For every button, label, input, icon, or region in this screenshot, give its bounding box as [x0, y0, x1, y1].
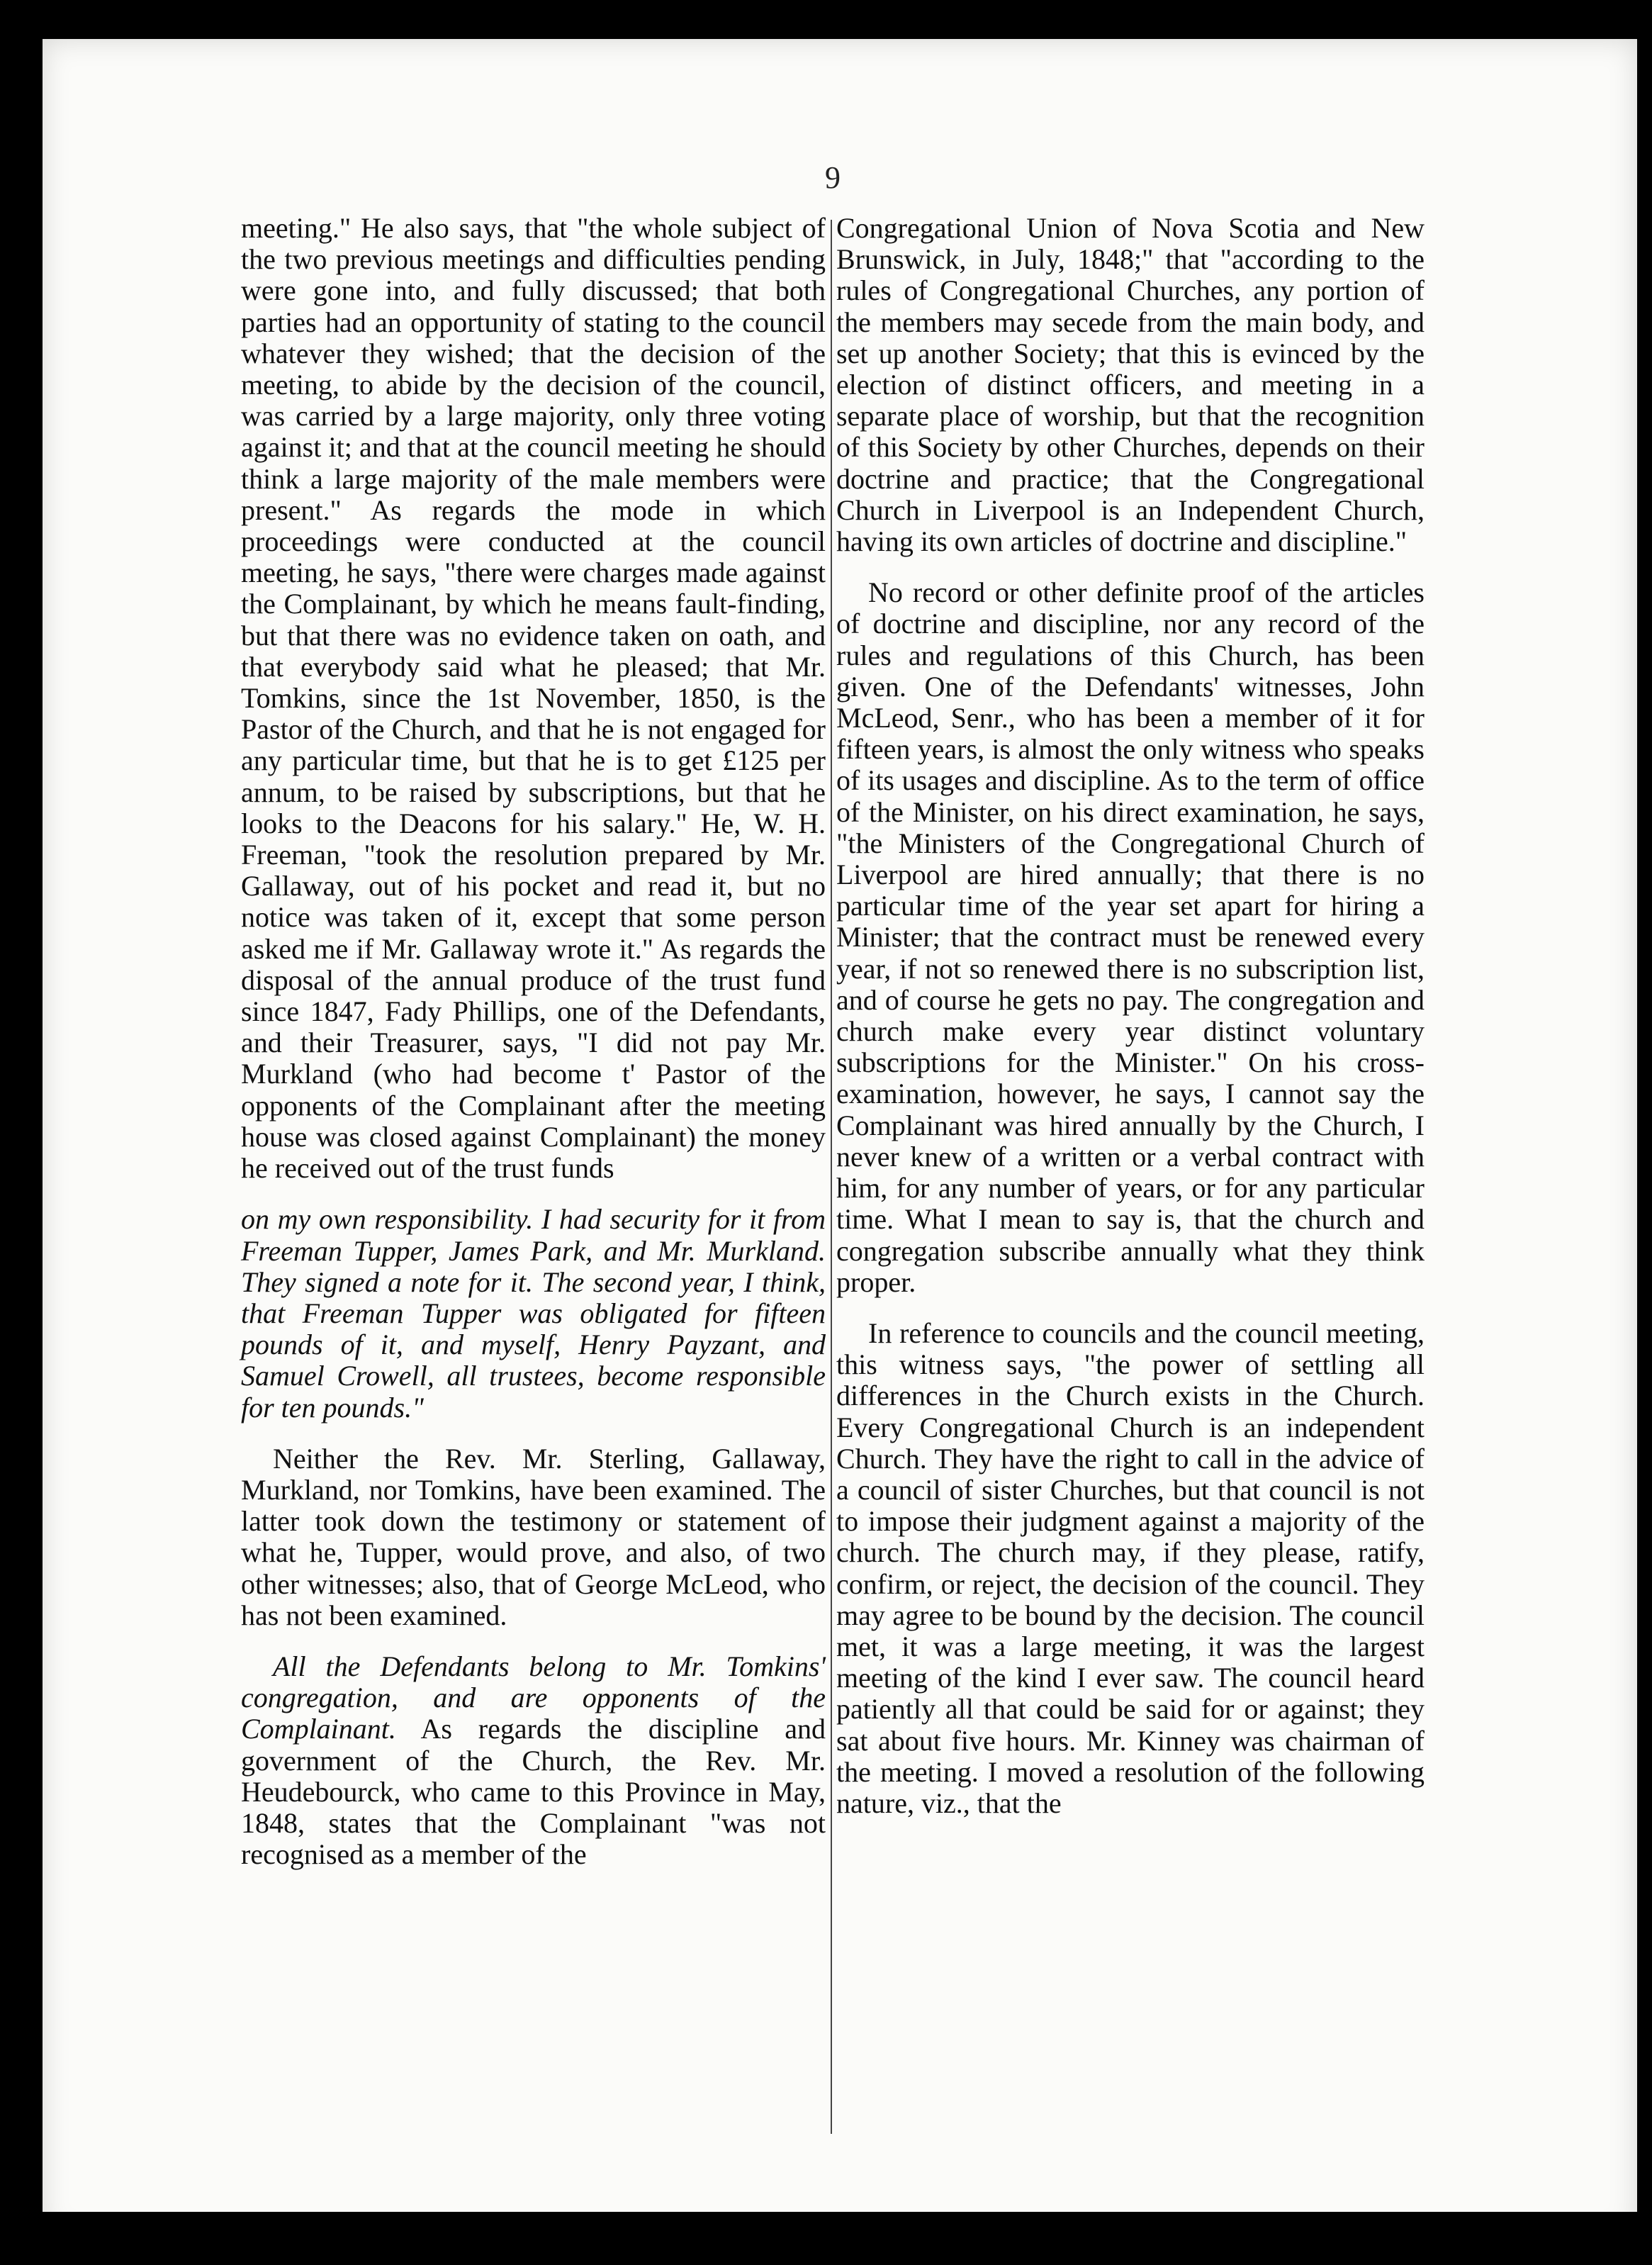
left-paragraph-2: on my own responsibility. I had security for it from Freeman Tupper, James Park, and Mr. Murkland. They signed a note for it. The second year, I think, that Freeman Tupper was obligated for fifteen pounds of it, and myself, Henry Payzant, and Samuel Crowell, all trustees, become responsible for ten pounds." [241, 1203, 826, 1424]
right-column [836, 213, 1425, 1839]
scan-border-top [0, 0, 1652, 39]
left-paragraph-4-italic: All the Defendants belong to Mr. Tomkins' congregation, and are opponents of the Complainant. [241, 1650, 826, 1745]
scan-border-bottom [0, 2212, 1652, 2265]
left-paragraph-1: meeting." He also says, that "the whole subject of the two previous meetings and difficulties pending were gone into, and fully discussed; that both parties had an opportunity of stating to the council whatever they wished; that the decision of the meeting, to abide by the decision of the council, was carried by a large majority, only three voting against it; and that at the council meeting he should think a large majority of the male members were present." As regards the mode in which proceedings were conducted at the council meeting, he says, "there were charges made against the Complainant, by which he means fault-finding, but that there was no evidence taken on oath, and that everybody said what he pleased; that Mr. Tomkins, since the 1st November, 1850, is the Pastor of the Church, and that he is not engaged for any particular time, but that he is to get £125 per annum, to be raised by subscriptions, but that he looks to the Deacons for his salary." He, W. H. Freeman, "took the resolution prepared by Mr. Gallaway, out of his pocket and read it, but no notice was taken of it, except that some person asked me if Mr. Gallaway wrote it." As regards the disposal of the annual produce of the trust fund since 1847, Fady Phillips, one of the Defendants, and their Treasurer, says, "I did not pay Mr. Murkland (who had become t' Pastor of the opponents of the Complainant after the meeting house was closed against Complainant) the money he received out of the trust funds [241, 212, 826, 1185]
right-paragraph-2: No record or other definite proof of the articles of doctrine and discipline, nor any record of the rules and regulations of this Church, has been given. One of the Defendants' witnesses, John McLeod, Senr., who has been a member of it for fifteen years, is almost the only witness who speaks of its usages and discipline. As to the term of office of the Minister, on his direct examination, he says, "the Ministers of the Congregational Church of Liverpool are hired annually; that there is no particular time of the year set apart for hiring a Minister; that the contract must be renewed every year, if not so renewed there is no subscription list, and of course he gets no pay. The congregation and church make every year distinct voluntary subscriptions for the Minister." On his cross-examination, however, he says, I cannot say the Complainant was hired annually by the Church, I never knew of a written or a verbal contract with him, for any number of years, or for any particular time. What I mean to say is, that the church and congregation subscribe annually what they think proper. [836, 576, 1425, 1298]
page-number: 9 [825, 160, 841, 195]
right-paragraph-3: In reference to councils and the council meeting, this witness says, "the power of settling all differences in the Church exists in the Church. Every Congregational Church is an independent Church. They have the right to call in the advice of a council of sister Churches, but that council is not to impose their judgment against a majority of the church. The church may, if they please, ratify, confirm, or reject, the decision of the council. They may agree to be bound by the decision. The council met, it was a large meeting, it was the largest meeting of the kind I ever saw. The council heard patiently all that could be said for or against; they sat about five hours. Mr. Kinney was chairman of the meeting. I moved a resolution of the following nature, viz., that the [836, 1316, 1425, 1819]
left-paragraph-4-text: As regards the discipline and government of the Church, the Rev. Mr. Heudebourck, who came to this Province in May, 1848, states that the Complainant "was not recognised as a member of the [241, 1713, 826, 1871]
left-column [241, 213, 826, 1890]
left-paragraph-4 [241, 1651, 826, 1870]
scan-border-right [1637, 0, 1652, 2265]
right-paragraph-1: Congregational Union of Nova Scotia and New Brunswick, in July, 1848;" that "according to the rules of Congregational Churches, any portion of the members may secede from the main body, and set up another Society; that this is evinced by the election of distinct officers, and meeting in a separate place of worship, but that the recognition of this Society by other Churches, depends on their doctrine and practice; that the Congregational Church in Liverpool is an Independent Church, having its own articles of doctrine and discipline." [836, 212, 1425, 558]
column-divider [831, 220, 832, 2134]
scan-border-left [0, 0, 43, 2265]
left-paragraph-3: Neither the Rev. Mr. Sterling, Gallaway, Murkland, nor Tomkins, have been examined. The latter took down the testimony or statement of what he, Tupper, would prove, and also, of two other witnesses; also, that of George McLeod, who has not been examined. [241, 1442, 826, 1631]
